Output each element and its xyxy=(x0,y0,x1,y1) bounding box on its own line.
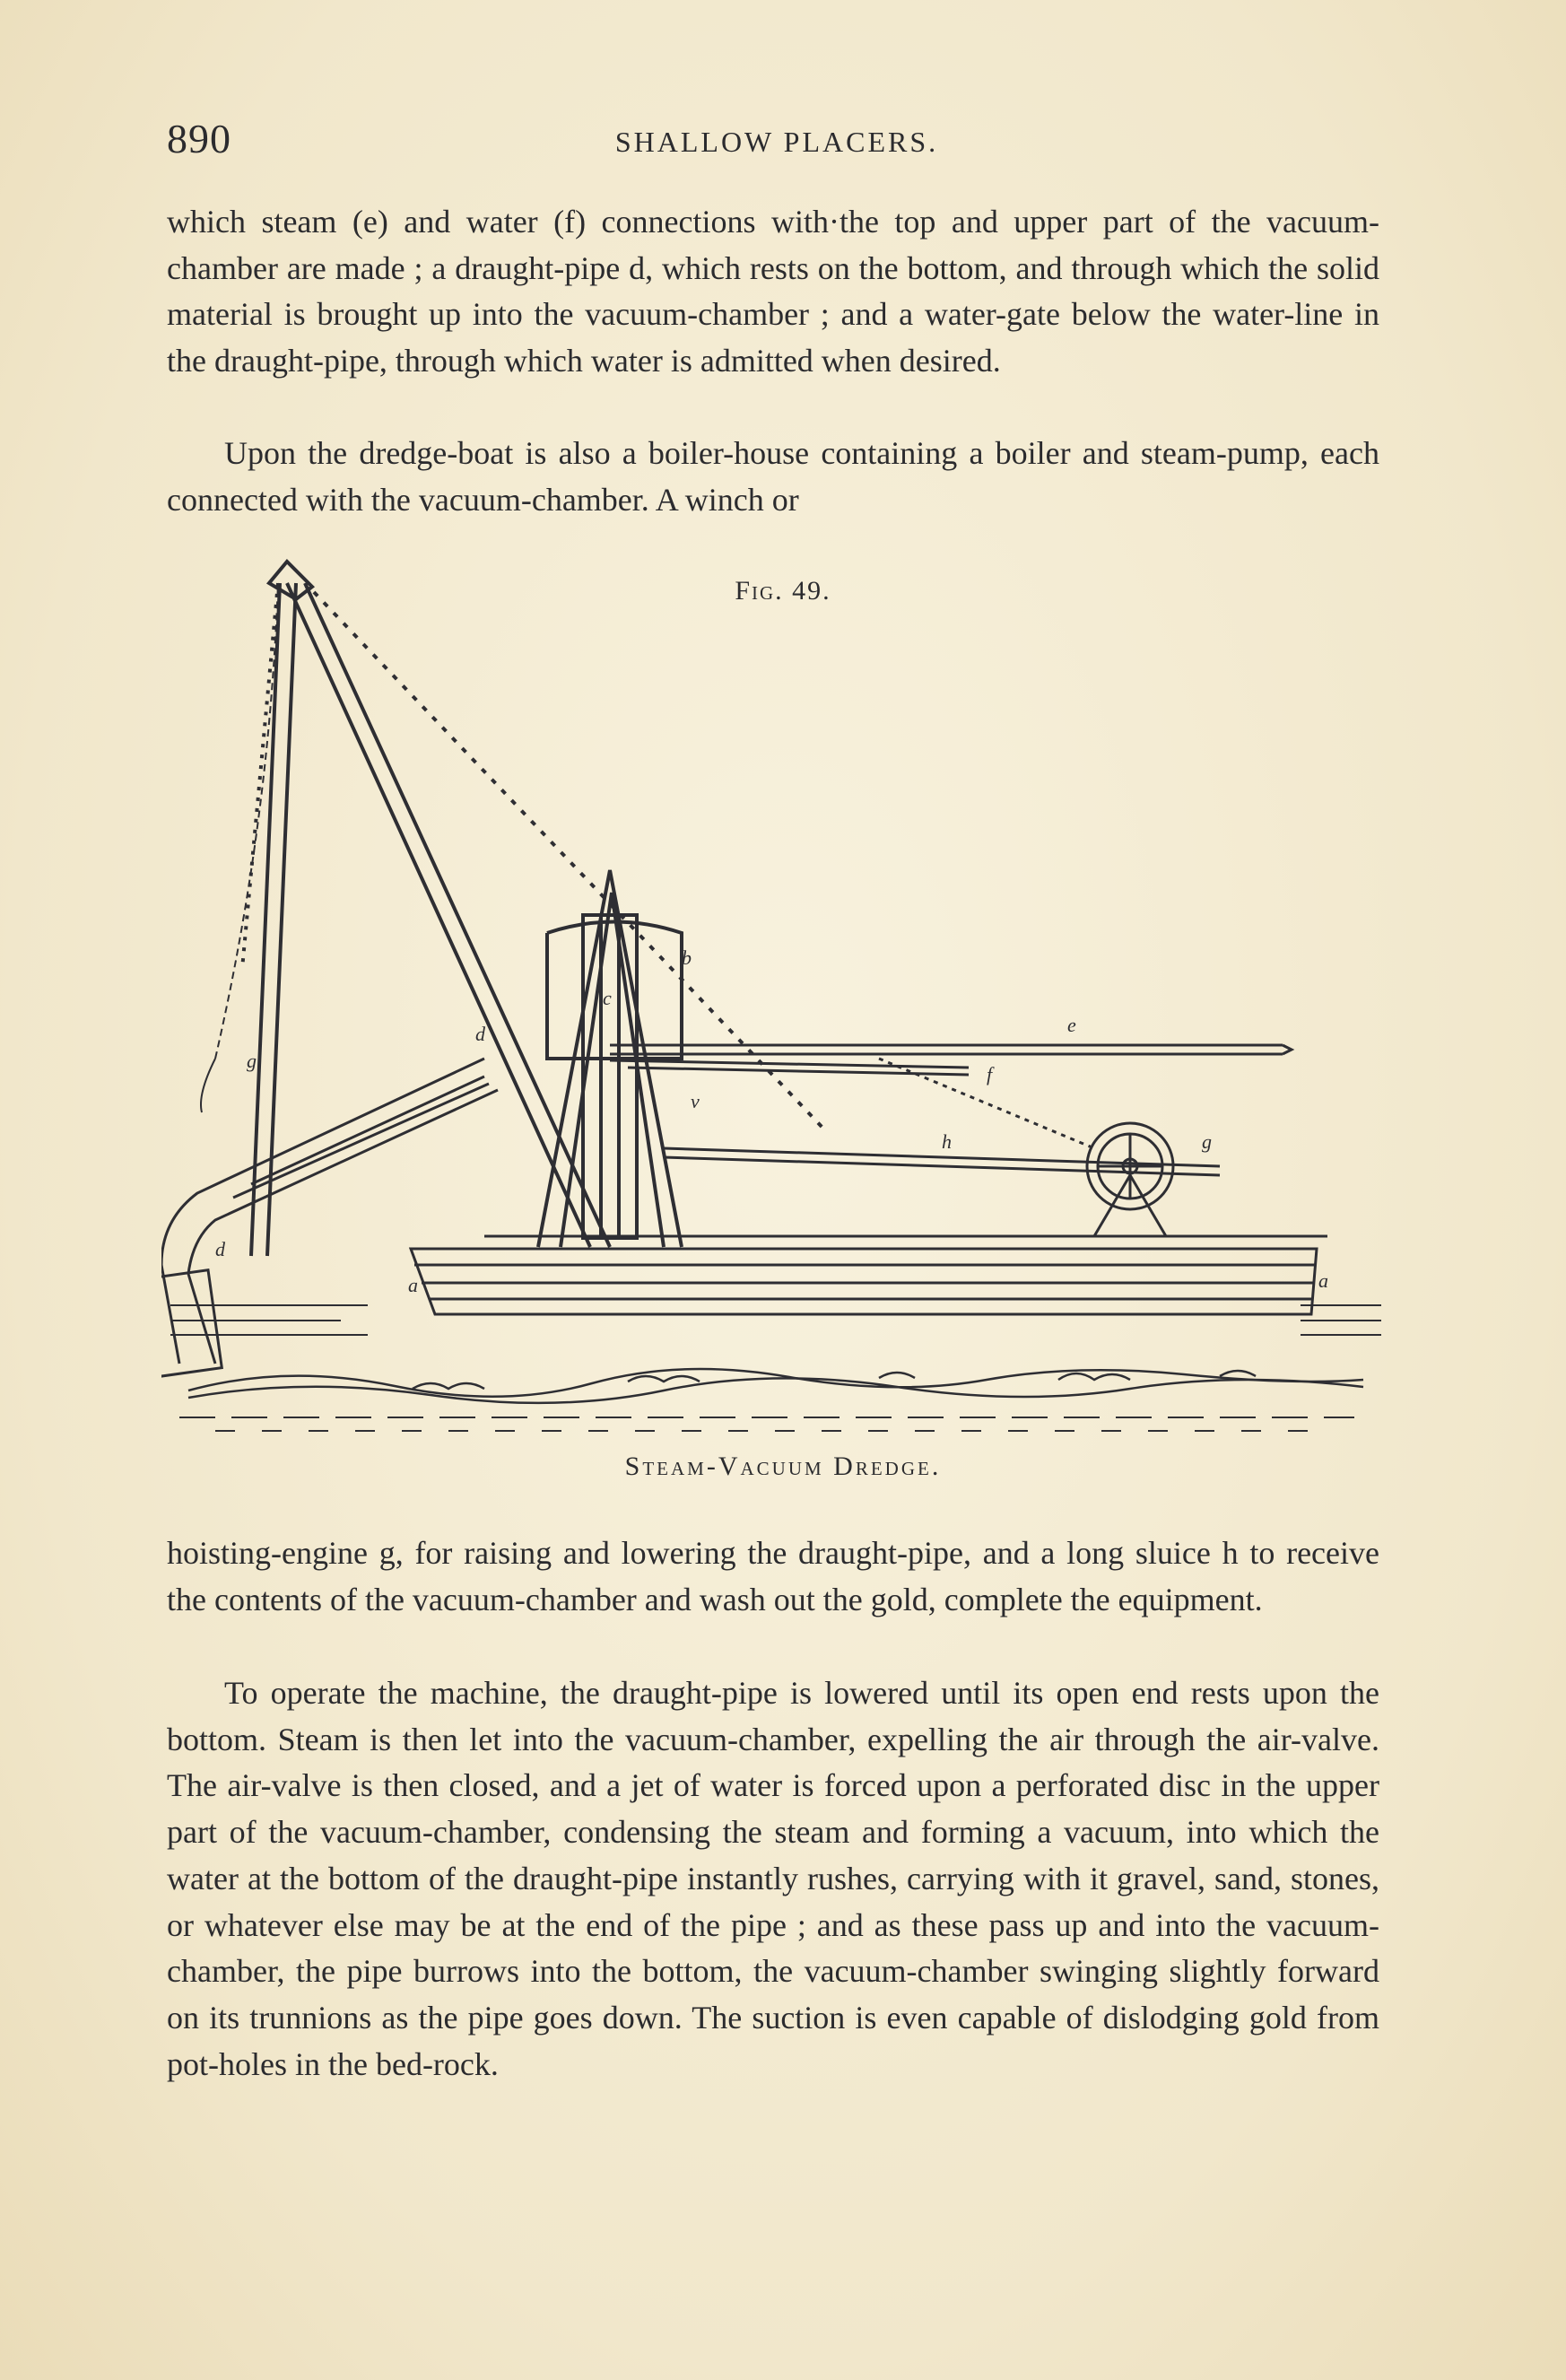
running-head: SHALLOW PLACERS. xyxy=(614,126,939,158)
letter-g: g xyxy=(247,1050,257,1072)
river-bottom xyxy=(188,1369,1363,1403)
figure-caption: Steam-Vacuum Dredge. xyxy=(624,1452,942,1481)
paragraph-bottom-1: hoisting-engine g, for raising and lowering the draught-pipe, and a long sluice h to receive the contents of the vacuum-chamber and wash out the gold, complete the equipment. xyxy=(167,1535,1379,1617)
paragraph-top-1: which steam (e) and water (f) connections with·the top and upper part of the vacuum-chamber are made ; a draught-pipe d, which rests on the bottom, and through which the solid material is brought up into the vacuum-chamber ; and a water-gate below the water-line in the draught-pipe, through which water is admitted when desired. xyxy=(167,204,1379,379)
page-header xyxy=(167,115,1387,169)
vacuum-chamber-frame xyxy=(538,870,682,1247)
letter-d: d xyxy=(475,1023,485,1045)
letter-a-stern: a xyxy=(1318,1269,1328,1292)
letter-h: h xyxy=(942,1130,952,1153)
steam-and-water-pipes xyxy=(610,1045,1292,1175)
paragraph-top-2: Upon the dredge-boat is also a boiler-house containing a boiler and steam-pump, each connected with the vacuum-chamber. A winch or xyxy=(167,435,1379,518)
draught-pipe xyxy=(161,1059,498,1376)
hoist-chain xyxy=(201,583,278,1112)
letter-g-winch: g xyxy=(1202,1130,1212,1153)
figure-label: Fig. 49. xyxy=(735,576,831,606)
water-lines xyxy=(170,1305,1381,1431)
boat-hull xyxy=(411,1236,1327,1314)
page-number: 890 xyxy=(167,116,231,161)
hoisting-engine xyxy=(879,1059,1173,1236)
paragraph-bottom-2: To operate the machine, the draught-pipe is lowered until its open end rests upon the bottom. Steam is then let into the vacuum-chamber, expelling the air through the air-valve. The air-valve is then closed, and a jet of water is forced upon a perforated disc in the upper part of the vacuum-chamber, condensing the steam and forming a vacuum, into which the water at the bottom of the draught-pipe instantly rushes, carrying with it gravel, sand, stones, or whatever else may be at the end of the pipe ; and as these pass up and into the vacuum-chamber, the pipe burrows into the bottom, the vacuum-chamber swinging slightly forward on its trunnions as the pipe goes down. The suction is even capable of dislodging gold from pot-holes in the bed-rock. xyxy=(167,1675,1379,2082)
letter-v: v xyxy=(691,1090,700,1112)
letter-a: a xyxy=(408,1274,418,1296)
letter-b: b xyxy=(682,946,692,969)
letter-f: f xyxy=(987,1063,993,1085)
steam-vacuum-dredge-illustration xyxy=(161,556,1408,1444)
letter-c: c xyxy=(603,987,612,1009)
letter-d-lower: d xyxy=(215,1238,225,1260)
letter-e: e xyxy=(1067,1014,1076,1036)
